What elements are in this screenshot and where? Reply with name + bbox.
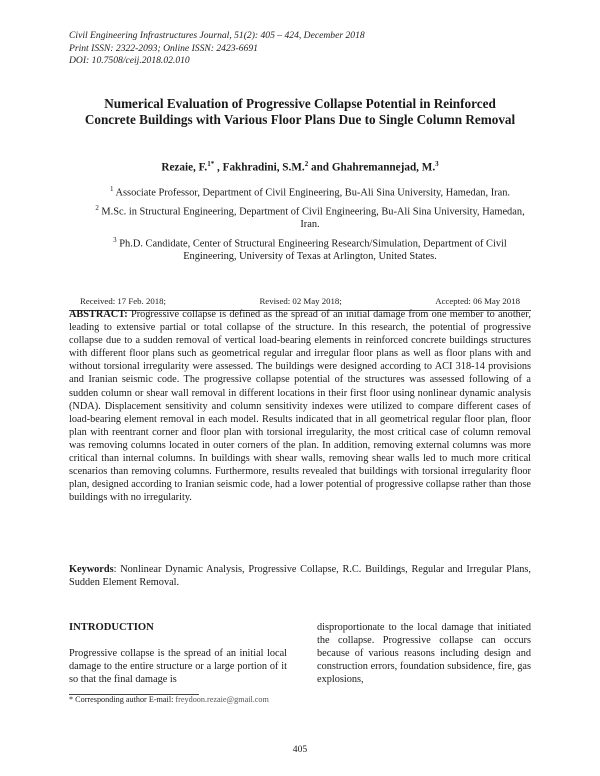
affiliation-number: 2 — [95, 203, 99, 212]
abstract-text: Progressive collapse is defined as the spread of an initial damage from one member to another, leading to extensive partial or total collapse of the structure. In this research, the potential of progressive collapse due to a sudden removal of vertical load-bearing elements in reinforced concrete buildings structures with different floor plans such as geometrical regular and irregular floor plans as well as floor plans with and without torsional irregularity were assessed. The buildings were designed according to ACI 318-14 provisions and Iranian seismic code. The progressive collapse potential of the structures was assessed following of a sudden column or shear wall removal in different locations in their first floor using nonlinear dynamic analysis (NDA). Displacement sensitivity and column sensitivity indexes were utilized to compare different cases of load-bearing element removal in each model. Results indicated that in all geometrical regular floor plan, floor plan with reentrant corner and floor plan with torsional irregularity, the most critical case of column removal was removing columns located in outer corners of the plan. In addition, removing external columns was more critical than internal columns. In buildings with shear walls, removing shear walls led to much more critical scenarios than removing columns. Furthermore, results revealed that buildings with torsional irregularity floor plan, designed according to Iranian seismic code, had a lower potential of progressive collapse rather than those buildings with no irregularity. — [69, 309, 531, 504]
footnote — [69, 695, 369, 704]
revised-date: Revised: 02 May 2018; — [259, 296, 342, 306]
affiliation-text: Ph.D. Candidate, Center of Structural Engineering Research/Simulation, Department of Civil Engineering, University of Texas at Arlington, United States. — [116, 238, 507, 263]
author-separator: and — [308, 161, 332, 174]
abstract-label: ABSTRACT: — [69, 309, 128, 320]
affiliation-text: Associate Professor, Department of Civil Engineering, Bu-Ali Sina University, Hamedan, Iran. — [113, 187, 511, 199]
page-number: 405 — [292, 744, 308, 755]
journal-citation: Civil Engineering Infrastructures Journal, 51(2): 405 – 424, December 2018 — [69, 30, 365, 41]
affiliation — [95, 234, 525, 264]
keywords — [69, 563, 531, 589]
accepted-date: Accepted: 06 May 2018 — [435, 296, 520, 306]
section-heading: INTRODUCTION — [69, 622, 154, 633]
journal-doi: DOI: 10.7508/ceij.2018.02.010 — [69, 55, 190, 67]
author-name: Ghahremannejad, M. — [331, 161, 436, 174]
right-column — [317, 621, 531, 686]
author-list — [0, 160, 600, 174]
author-sup: 1* — [207, 160, 215, 168]
abstract — [69, 308, 531, 504]
affiliation-text: M.Sc. in Structural Engineering, Department of Civil Engineering, Bu-Ali Sina University, Hamedan, Iran. — [98, 206, 525, 231]
affiliations — [95, 183, 525, 265]
affiliation-number: 1 — [109, 185, 114, 193]
author-name: Fakhradini, S.M. — [222, 161, 305, 174]
paper-title: Numerical Evaluation of Progressive Collapse Potential in Reinforced Concrete Buildings with Various Floor Plans Due to Single Column Removal — [84, 96, 516, 128]
intro-paragraph-left: Progressive collapse is the spread of an initial local damage to the entire structure or a large portion of it so that the final damage is — [69, 648, 287, 686]
intro-paragraph-right: disproportionate to the local damage that initiated the collapse. Progressive collapse can occurs because of various reasons including design and construction errors, foundation subsidence, fire, gas explosions, — [317, 622, 531, 686]
received-date: Received: 17 Feb. 2018; — [80, 296, 166, 306]
author-sup: 2 — [304, 160, 309, 168]
author-separator: , — [214, 161, 223, 174]
left-column — [69, 621, 287, 686]
footnote-label: * Corresponding author E-mail: — [69, 695, 176, 704]
article-dates — [80, 296, 520, 306]
keywords-text: : Nonlinear Dynamic Analysis, Progressive Collapse, R.C. Buildings, Regular and Irregular Plans, Sudden Element Removal. — [69, 564, 531, 589]
author-name: Rezaie, F. — [161, 161, 208, 174]
affiliation-number: 3 — [113, 235, 117, 244]
keywords-label: Keywords — [69, 564, 114, 575]
author-email: freydoon.rezaie@gmail.com — [175, 695, 269, 704]
author-sup: 3 — [435, 160, 439, 168]
journal-issn: Print ISSN: 2322-2093; Online ISSN: 2423-6691 — [69, 42, 258, 54]
affiliation — [95, 202, 525, 232]
affiliation — [95, 183, 525, 200]
journal-header — [69, 30, 539, 68]
